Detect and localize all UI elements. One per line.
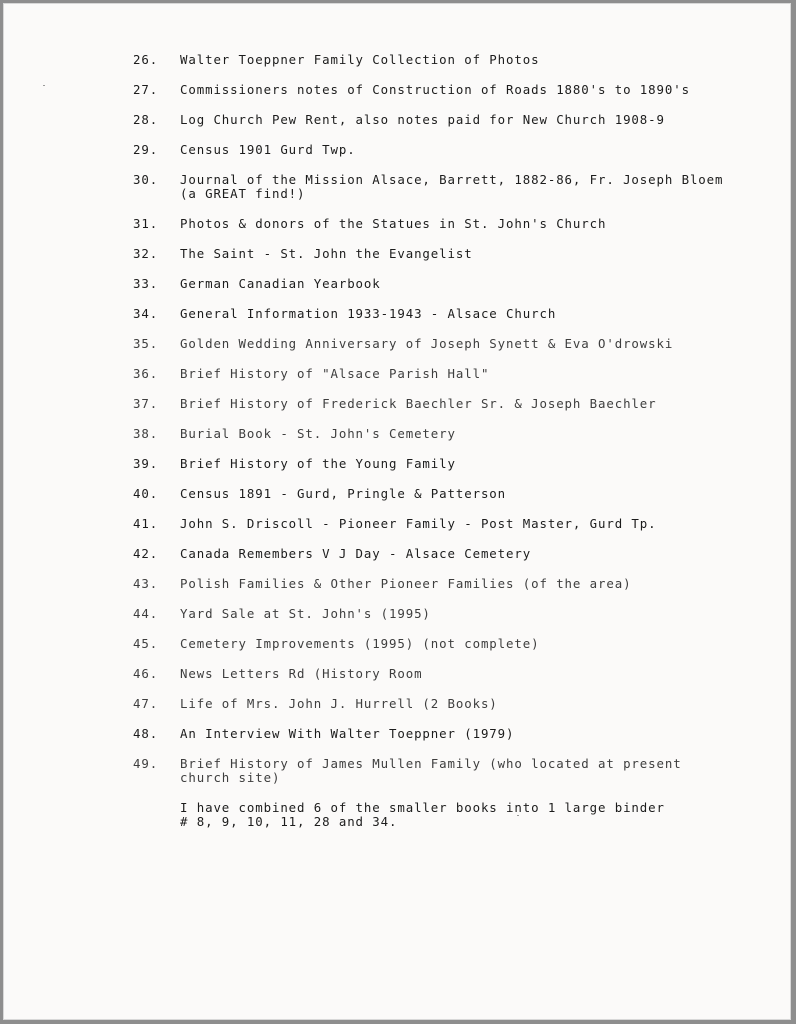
item-number: 44. bbox=[133, 606, 159, 621]
list-item bbox=[3, 667, 791, 681]
item-text: John S. Driscoll - Pioneer Family - Post Master, Gurd Tp. bbox=[180, 516, 657, 531]
item-text: Photos & donors of the Statues in St. John's Church bbox=[180, 216, 607, 231]
item-text: An Interview With Walter Toeppner (1979) bbox=[180, 726, 515, 741]
item-text: News Letters Rd (History Room bbox=[180, 666, 423, 681]
item-number: 46. bbox=[133, 666, 159, 681]
item-list bbox=[3, 53, 791, 829]
document-page bbox=[3, 3, 791, 1020]
list-item bbox=[3, 277, 791, 291]
item-number: 43. bbox=[133, 576, 159, 591]
list-item bbox=[3, 517, 791, 531]
item-text: Polish Families & Other Pioneer Families (of the area) bbox=[180, 576, 632, 591]
item-number: 28. bbox=[133, 112, 159, 127]
item-text: Brief History of Frederick Baechler Sr. & Joseph Baechler bbox=[180, 396, 657, 411]
list-item bbox=[3, 547, 791, 561]
list-item bbox=[3, 727, 791, 741]
item-number: 27. bbox=[133, 82, 159, 97]
binder-note bbox=[180, 801, 740, 829]
list-item bbox=[3, 83, 791, 97]
item-text: Brief History of James Mullen Family (who located at present church site) bbox=[180, 756, 690, 785]
item-number: 41. bbox=[133, 516, 159, 531]
item-text: General Information 1933-1943 - Alsace Church bbox=[180, 306, 557, 321]
list-item bbox=[3, 697, 791, 711]
item-text: Canada Remembers V J Day - Alsace Cemetery bbox=[180, 546, 532, 561]
list-item bbox=[3, 113, 791, 127]
item-text: Yard Sale at St. John's (1995) bbox=[180, 606, 431, 621]
item-text: Brief History of the Young Family bbox=[180, 456, 456, 471]
item-text: Cemetery Improvements (1995) (not complete) bbox=[180, 636, 540, 651]
list-item bbox=[3, 173, 791, 201]
list-item bbox=[3, 337, 791, 351]
item-text: Census 1901 Gurd Twp. bbox=[180, 142, 356, 157]
item-number: 39. bbox=[133, 456, 159, 471]
list-item bbox=[3, 53, 791, 67]
list-item bbox=[3, 757, 791, 785]
list-item bbox=[3, 427, 791, 441]
list-item bbox=[3, 143, 791, 157]
list-item bbox=[3, 457, 791, 471]
list-item bbox=[3, 577, 791, 591]
item-number: 34. bbox=[133, 306, 159, 321]
list-item bbox=[3, 217, 791, 231]
item-number: 36. bbox=[133, 366, 159, 381]
item-text: The Saint - St. John the Evangelist bbox=[180, 246, 473, 261]
item-number: 32. bbox=[133, 246, 159, 261]
item-text: Commissioners notes of Construction of Roads 1880's to 1890's bbox=[180, 82, 690, 97]
list-item bbox=[3, 307, 791, 321]
item-number: 35. bbox=[133, 336, 159, 351]
item-number: 33. bbox=[133, 276, 159, 291]
item-number: 42. bbox=[133, 546, 159, 561]
item-number: 31. bbox=[133, 216, 159, 231]
list-item bbox=[3, 487, 791, 501]
list-item bbox=[3, 607, 791, 621]
binder-note-line: # 8, 9, 10, 11, 28 and 34. bbox=[180, 814, 398, 829]
item-number: 49. bbox=[133, 756, 159, 771]
item-number: 38. bbox=[133, 426, 159, 441]
item-number: 45. bbox=[133, 636, 159, 651]
item-text: Census 1891 - Gurd, Pringle & Patterson bbox=[180, 486, 507, 501]
item-text: Life of Mrs. John J. Hurrell (2 Books) bbox=[180, 696, 498, 711]
item-number: 30. bbox=[133, 172, 159, 187]
list-item bbox=[3, 367, 791, 381]
item-text: Journal of the Mission Alsace, Barrett, 1882-86, Fr. Joseph Bloem (a GREAT find!) bbox=[180, 172, 732, 201]
item-number: 29. bbox=[133, 142, 159, 157]
item-text: Brief History of "Alsace Parish Hall" bbox=[180, 366, 490, 381]
item-text: Burial Book - St. John's Cemetery bbox=[180, 426, 456, 441]
item-text: Log Church Pew Rent, also notes paid for New Church 1908-9 bbox=[180, 112, 665, 127]
item-number: 37. bbox=[133, 396, 159, 411]
item-number: 40. bbox=[133, 486, 159, 501]
item-number: 47. bbox=[133, 696, 159, 711]
list-item bbox=[3, 397, 791, 411]
item-number: 26. bbox=[133, 52, 159, 67]
item-number: 48. bbox=[133, 726, 159, 741]
item-text: Walter Toeppner Family Collection of Photos bbox=[180, 52, 540, 67]
item-text: German Canadian Yearbook bbox=[180, 276, 381, 291]
item-text: Golden Wedding Anniversary of Joseph Synett & Eva O'drowski bbox=[180, 336, 674, 351]
binder-note-line: I have combined 6 of the smaller books into 1 large binder bbox=[180, 800, 665, 815]
list-item bbox=[3, 247, 791, 261]
list-item bbox=[3, 637, 791, 651]
